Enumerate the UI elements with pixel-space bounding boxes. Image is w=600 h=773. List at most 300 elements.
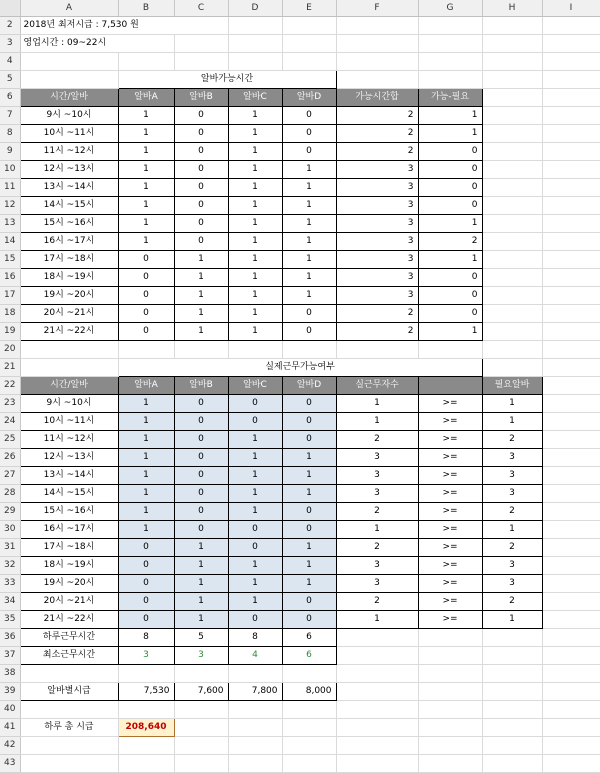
total-wage-value[interactable]: 208,640 [118, 719, 174, 737]
empty-cell[interactable] [482, 35, 542, 53]
availability-b[interactable]: 0 [174, 215, 228, 233]
time-slot-label[interactable]: 19시 ~20시 [20, 575, 118, 593]
empty-cell[interactable] [418, 17, 482, 35]
actual-worker-count[interactable]: 3 [336, 485, 418, 503]
empty-cell[interactable] [542, 89, 600, 107]
availability-b[interactable]: 1 [174, 305, 228, 323]
actual-worker-count[interactable]: 1 [336, 395, 418, 413]
row-header[interactable]: 3 [0, 35, 20, 53]
constraint-operator[interactable]: >= [418, 557, 482, 575]
availability-d[interactable]: 1 [282, 179, 336, 197]
needed-workers[interactable]: 2 [482, 431, 542, 449]
empty-cell[interactable] [482, 53, 542, 71]
empty-cell[interactable] [542, 215, 600, 233]
work-input-d[interactable]: 0 [282, 521, 336, 539]
column-header-d[interactable]: D [228, 0, 282, 17]
available-minus-needed[interactable]: 0 [418, 269, 482, 287]
needed-workers[interactable]: 2 [482, 593, 542, 611]
row-header[interactable]: 43 [0, 755, 20, 773]
section2-header[interactable]: 알바B [174, 377, 228, 395]
operator-header[interactable] [418, 377, 482, 395]
needed-workers[interactable]: 3 [482, 557, 542, 575]
work-input-b[interactable]: 0 [174, 503, 228, 521]
row-header[interactable]: 23 [0, 395, 20, 413]
empty-cell[interactable] [174, 755, 228, 773]
empty-cell[interactable] [118, 341, 174, 359]
work-input-c[interactable]: 1 [228, 575, 282, 593]
section1-header[interactable]: 알바D [282, 89, 336, 107]
row-header[interactable]: 24 [0, 413, 20, 431]
row-header[interactable]: 31 [0, 539, 20, 557]
available-sum[interactable]: 2 [336, 107, 418, 125]
empty-cell[interactable] [418, 683, 482, 701]
row-header[interactable]: 6 [0, 89, 20, 107]
empty-cell[interactable] [20, 701, 118, 719]
section1-header[interactable]: 시간/알바 [20, 89, 118, 107]
column-header-f[interactable]: F [336, 0, 418, 17]
row-header[interactable]: 28 [0, 485, 20, 503]
availability-c[interactable]: 1 [228, 215, 282, 233]
actual-worker-count[interactable]: 2 [336, 431, 418, 449]
empty-cell[interactable] [20, 755, 118, 773]
daily-hours-value[interactable]: 6 [282, 629, 336, 647]
availability-d[interactable]: 0 [282, 305, 336, 323]
column-header-a[interactable]: A [20, 0, 118, 17]
work-input-c[interactable]: 1 [228, 467, 282, 485]
work-input-d[interactable]: 0 [282, 395, 336, 413]
empty-cell[interactable] [482, 665, 542, 683]
work-input-a[interactable]: 1 [118, 485, 174, 503]
work-input-c[interactable]: 1 [228, 431, 282, 449]
availability-c[interactable]: 1 [228, 233, 282, 251]
empty-cell[interactable] [542, 395, 600, 413]
time-slot-label[interactable]: 14시 ~15시 [20, 485, 118, 503]
time-slot-label[interactable]: 11시 ~12시 [20, 143, 118, 161]
time-slot-label[interactable]: 15시 ~16시 [20, 503, 118, 521]
work-input-d[interactable]: 1 [282, 449, 336, 467]
empty-cell[interactable] [542, 413, 600, 431]
empty-cell[interactable] [418, 647, 482, 665]
time-slot-label[interactable]: 16시 ~17시 [20, 521, 118, 539]
availability-b[interactable]: 0 [174, 179, 228, 197]
empty-cell[interactable] [542, 629, 600, 647]
work-input-a[interactable]: 1 [118, 413, 174, 431]
empty-cell[interactable] [282, 665, 336, 683]
time-slot-label[interactable]: 10시 ~11시 [20, 413, 118, 431]
availability-a[interactable]: 1 [118, 179, 174, 197]
availability-c[interactable]: 1 [228, 143, 282, 161]
empty-cell[interactable] [542, 575, 600, 593]
availability-b[interactable]: 1 [174, 287, 228, 305]
availability-d[interactable]: 1 [282, 233, 336, 251]
row-header[interactable]: 11 [0, 179, 20, 197]
empty-cell[interactable] [336, 665, 418, 683]
empty-cell[interactable] [482, 233, 542, 251]
time-slot-label[interactable]: 13시 ~14시 [20, 179, 118, 197]
work-input-d[interactable]: 1 [282, 575, 336, 593]
availability-c[interactable]: 1 [228, 179, 282, 197]
row-header[interactable]: 18 [0, 305, 20, 323]
row-header[interactable]: 15 [0, 251, 20, 269]
row-header[interactable]: 25 [0, 431, 20, 449]
row-header[interactable]: 20 [0, 341, 20, 359]
empty-cell[interactable] [542, 179, 600, 197]
empty-cell[interactable] [20, 737, 118, 755]
hourly-wage-value[interactable]: 7,800 [228, 683, 282, 701]
section1-title[interactable]: 알바가능시간 [118, 71, 336, 89]
column-header-b[interactable]: B [118, 0, 174, 17]
total-wage-label[interactable]: 하루 총 시급 [20, 719, 118, 737]
needed-workers[interactable]: 1 [482, 521, 542, 539]
availability-b[interactable]: 0 [174, 161, 228, 179]
constraint-operator[interactable]: >= [418, 449, 482, 467]
empty-cell[interactable] [542, 323, 600, 341]
row-header[interactable]: 33 [0, 575, 20, 593]
empty-cell[interactable] [482, 287, 542, 305]
availability-b[interactable]: 1 [174, 251, 228, 269]
row-header[interactable]: 40 [0, 701, 20, 719]
work-input-d[interactable]: 0 [282, 431, 336, 449]
empty-cell[interactable] [542, 449, 600, 467]
empty-cell[interactable] [228, 665, 282, 683]
work-input-d[interactable]: 1 [282, 539, 336, 557]
time-slot-label[interactable]: 15시 ~16시 [20, 215, 118, 233]
empty-cell[interactable] [542, 737, 600, 755]
available-minus-needed[interactable]: 1 [418, 251, 482, 269]
row-header[interactable]: 29 [0, 503, 20, 521]
available-minus-needed[interactable]: 1 [418, 107, 482, 125]
row-header[interactable]: 36 [0, 629, 20, 647]
time-slot-label[interactable]: 13시 ~14시 [20, 467, 118, 485]
constraint-operator[interactable]: >= [418, 539, 482, 557]
available-sum[interactable]: 3 [336, 233, 418, 251]
empty-cell[interactable] [228, 701, 282, 719]
empty-cell[interactable] [174, 53, 228, 71]
availability-c[interactable]: 1 [228, 107, 282, 125]
empty-cell[interactable] [482, 71, 542, 89]
empty-cell[interactable] [482, 251, 542, 269]
work-input-a[interactable]: 0 [118, 539, 174, 557]
constraint-operator[interactable]: >= [418, 395, 482, 413]
empty-cell[interactable] [418, 71, 482, 89]
availability-d[interactable]: 1 [282, 269, 336, 287]
section1-header[interactable]: 알바B [174, 89, 228, 107]
empty-cell[interactable] [20, 341, 118, 359]
empty-cell[interactable] [482, 629, 542, 647]
actual-worker-count[interactable]: 1 [336, 413, 418, 431]
actual-worker-count[interactable]: 3 [336, 467, 418, 485]
row-header[interactable]: 19 [0, 323, 20, 341]
work-input-d[interactable]: 0 [282, 611, 336, 629]
row-header[interactable]: 2 [0, 17, 20, 35]
section1-header[interactable]: 가능시간합 [336, 89, 418, 107]
empty-cell[interactable] [542, 503, 600, 521]
empty-cell[interactable] [336, 737, 418, 755]
actual-worker-count[interactable]: 1 [336, 611, 418, 629]
empty-cell[interactable] [418, 665, 482, 683]
availability-c[interactable]: 1 [228, 197, 282, 215]
empty-cell[interactable] [542, 233, 600, 251]
empty-cell[interactable] [542, 161, 600, 179]
work-input-d[interactable]: 0 [282, 413, 336, 431]
time-slot-label[interactable]: 12시 ~13시 [20, 161, 118, 179]
empty-cell[interactable] [282, 341, 336, 359]
available-minus-needed[interactable]: 0 [418, 143, 482, 161]
actual-worker-count[interactable]: 3 [336, 449, 418, 467]
work-input-c[interactable]: 0 [228, 611, 282, 629]
empty-cell[interactable] [174, 341, 228, 359]
section2-header[interactable]: 시간/알바 [20, 377, 118, 395]
empty-cell[interactable] [542, 521, 600, 539]
empty-cell[interactable] [228, 755, 282, 773]
availability-c[interactable]: 1 [228, 251, 282, 269]
empty-cell[interactable] [20, 359, 118, 377]
work-input-d[interactable]: 0 [282, 503, 336, 521]
available-minus-needed[interactable]: 1 [418, 215, 482, 233]
availability-d[interactable]: 1 [282, 251, 336, 269]
work-input-b[interactable]: 0 [174, 395, 228, 413]
row-header[interactable]: 39 [0, 683, 20, 701]
empty-cell[interactable] [418, 701, 482, 719]
availability-d[interactable]: 1 [282, 197, 336, 215]
row-header[interactable]: 14 [0, 233, 20, 251]
select-all-corner[interactable] [0, 0, 20, 17]
empty-cell[interactable] [282, 35, 336, 53]
work-input-a[interactable]: 1 [118, 449, 174, 467]
available-minus-needed[interactable]: 0 [418, 161, 482, 179]
work-input-b[interactable]: 0 [174, 431, 228, 449]
availability-a[interactable]: 1 [118, 233, 174, 251]
availability-a[interactable]: 0 [118, 305, 174, 323]
work-input-c[interactable]: 0 [228, 395, 282, 413]
empty-cell[interactable] [542, 755, 600, 773]
empty-cell[interactable] [542, 485, 600, 503]
empty-cell[interactable] [542, 593, 600, 611]
needed-workers[interactable]: 1 [482, 395, 542, 413]
empty-cell[interactable] [174, 719, 228, 737]
empty-cell[interactable] [174, 35, 228, 53]
work-input-a[interactable]: 0 [118, 611, 174, 629]
empty-cell[interactable] [228, 737, 282, 755]
empty-cell[interactable] [482, 719, 542, 737]
constraint-operator[interactable]: >= [418, 503, 482, 521]
section2-header[interactable]: 실근무자수 [336, 377, 418, 395]
availability-c[interactable]: 1 [228, 287, 282, 305]
constraint-operator[interactable]: >= [418, 575, 482, 593]
available-minus-needed[interactable]: 0 [418, 197, 482, 215]
empty-cell[interactable] [282, 701, 336, 719]
availability-a[interactable]: 0 [118, 269, 174, 287]
empty-cell[interactable] [482, 755, 542, 773]
work-input-a[interactable]: 1 [118, 521, 174, 539]
availability-d[interactable]: 1 [282, 287, 336, 305]
empty-cell[interactable] [174, 665, 228, 683]
work-input-a[interactable]: 0 [118, 593, 174, 611]
work-input-c[interactable]: 1 [228, 593, 282, 611]
constraint-operator[interactable]: >= [418, 521, 482, 539]
work-input-c[interactable]: 1 [228, 557, 282, 575]
time-slot-label[interactable]: 12시 ~13시 [20, 449, 118, 467]
daily-hours-label[interactable]: 하루근무시간 [20, 629, 118, 647]
empty-cell[interactable] [228, 17, 282, 35]
time-slot-label[interactable]: 14시 ~15시 [20, 197, 118, 215]
work-input-d[interactable]: 0 [282, 593, 336, 611]
empty-cell[interactable] [542, 557, 600, 575]
empty-cell[interactable] [228, 719, 282, 737]
work-input-a[interactable]: 1 [118, 503, 174, 521]
empty-cell[interactable] [482, 359, 542, 377]
availability-a[interactable]: 0 [118, 251, 174, 269]
empty-cell[interactable] [336, 17, 418, 35]
availability-c[interactable]: 1 [228, 323, 282, 341]
empty-cell[interactable] [542, 359, 600, 377]
daily-hours-value[interactable]: 5 [174, 629, 228, 647]
empty-cell[interactable] [418, 35, 482, 53]
availability-c[interactable]: 1 [228, 305, 282, 323]
empty-cell[interactable] [542, 683, 600, 701]
column-header-i[interactable]: I [542, 0, 600, 17]
row-header[interactable]: 32 [0, 557, 20, 575]
work-input-c[interactable]: 1 [228, 485, 282, 503]
empty-cell[interactable] [282, 719, 336, 737]
empty-cell[interactable] [118, 701, 174, 719]
work-input-d[interactable]: 1 [282, 557, 336, 575]
available-minus-needed[interactable]: 0 [418, 179, 482, 197]
empty-cell[interactable] [482, 647, 542, 665]
empty-cell[interactable] [336, 755, 418, 773]
row-header[interactable]: 34 [0, 593, 20, 611]
empty-cell[interactable] [228, 35, 282, 53]
empty-cell[interactable] [542, 665, 600, 683]
work-input-b[interactable]: 1 [174, 539, 228, 557]
time-slot-label[interactable]: 21시 ~22시 [20, 611, 118, 629]
needed-workers[interactable]: 2 [482, 503, 542, 521]
work-input-b[interactable]: 1 [174, 611, 228, 629]
empty-cell[interactable] [482, 179, 542, 197]
work-input-b[interactable]: 1 [174, 575, 228, 593]
work-input-d[interactable]: 1 [282, 467, 336, 485]
time-slot-label[interactable]: 20시 ~21시 [20, 593, 118, 611]
empty-cell[interactable] [174, 737, 228, 755]
availability-d[interactable]: 1 [282, 215, 336, 233]
empty-cell[interactable] [482, 125, 542, 143]
column-header-g[interactable]: G [418, 0, 482, 17]
section2-title[interactable]: 실제근무가능여부 [118, 359, 482, 377]
empty-cell[interactable] [20, 53, 118, 71]
constraint-operator[interactable]: >= [418, 467, 482, 485]
time-slot-label[interactable]: 9시 ~10시 [20, 395, 118, 413]
hourly-wage-value[interactable]: 8,000 [282, 683, 336, 701]
work-input-c[interactable]: 0 [228, 539, 282, 557]
work-input-a[interactable]: 1 [118, 431, 174, 449]
available-sum[interactable]: 2 [336, 323, 418, 341]
work-input-b[interactable]: 0 [174, 521, 228, 539]
available-sum[interactable]: 3 [336, 251, 418, 269]
empty-cell[interactable] [418, 719, 482, 737]
empty-cell[interactable] [482, 197, 542, 215]
column-header-h[interactable]: H [482, 0, 542, 17]
empty-cell[interactable] [282, 737, 336, 755]
availability-b[interactable]: 1 [174, 269, 228, 287]
empty-cell[interactable] [542, 17, 600, 35]
work-input-a[interactable]: 0 [118, 575, 174, 593]
availability-b[interactable]: 0 [174, 143, 228, 161]
empty-cell[interactable] [174, 701, 228, 719]
empty-cell[interactable] [336, 701, 418, 719]
empty-cell[interactable] [418, 53, 482, 71]
work-input-d[interactable]: 1 [282, 485, 336, 503]
available-sum[interactable]: 3 [336, 179, 418, 197]
empty-cell[interactable] [542, 107, 600, 125]
empty-cell[interactable] [542, 251, 600, 269]
time-slot-label[interactable]: 16시 ~17시 [20, 233, 118, 251]
availability-d[interactable]: 0 [282, 323, 336, 341]
availability-b[interactable]: 0 [174, 125, 228, 143]
time-slot-label[interactable]: 17시 ~18시 [20, 539, 118, 557]
empty-cell[interactable] [482, 89, 542, 107]
time-slot-label[interactable]: 21시 ~22시 [20, 323, 118, 341]
empty-cell[interactable] [336, 53, 418, 71]
empty-cell[interactable] [542, 539, 600, 557]
empty-cell[interactable] [482, 215, 542, 233]
needed-workers[interactable]: 1 [482, 413, 542, 431]
row-header[interactable]: 41 [0, 719, 20, 737]
available-sum[interactable]: 3 [336, 215, 418, 233]
time-slot-label[interactable]: 9시 ~10시 [20, 107, 118, 125]
available-minus-needed[interactable]: 2 [418, 233, 482, 251]
empty-cell[interactable] [482, 161, 542, 179]
time-slot-label[interactable]: 20시 ~21시 [20, 305, 118, 323]
time-slot-label[interactable]: 19시 ~20시 [20, 287, 118, 305]
actual-worker-count[interactable]: 2 [336, 593, 418, 611]
row-header[interactable]: 5 [0, 71, 20, 89]
row-header[interactable]: 22 [0, 377, 20, 395]
row-header[interactable]: 8 [0, 125, 20, 143]
section1-header[interactable]: 가능-필요 [418, 89, 482, 107]
row-header[interactable]: 37 [0, 647, 20, 665]
section1-header[interactable]: 알바C [228, 89, 282, 107]
work-input-c[interactable]: 0 [228, 413, 282, 431]
availability-a[interactable]: 1 [118, 125, 174, 143]
availability-d[interactable]: 0 [282, 107, 336, 125]
empty-cell[interactable] [228, 341, 282, 359]
empty-cell[interactable] [482, 737, 542, 755]
min-hours-label[interactable]: 최소근무시간 [20, 647, 118, 665]
empty-cell[interactable] [482, 107, 542, 125]
row-header[interactable]: 4 [0, 53, 20, 71]
row-header[interactable]: 7 [0, 107, 20, 125]
availability-b[interactable]: 0 [174, 197, 228, 215]
empty-cell[interactable] [542, 467, 600, 485]
available-sum[interactable]: 2 [336, 125, 418, 143]
availability-c[interactable]: 1 [228, 269, 282, 287]
section2-header[interactable]: 필요알바 [482, 377, 542, 395]
actual-worker-count[interactable]: 1 [336, 521, 418, 539]
empty-cell[interactable] [542, 143, 600, 161]
available-sum[interactable]: 3 [336, 197, 418, 215]
availability-c[interactable]: 1 [228, 161, 282, 179]
available-sum[interactable]: 3 [336, 269, 418, 287]
section2-header[interactable]: 알바C [228, 377, 282, 395]
empty-cell[interactable] [336, 629, 418, 647]
availability-d[interactable]: 0 [282, 125, 336, 143]
availability-a[interactable]: 1 [118, 197, 174, 215]
available-minus-needed[interactable]: 1 [418, 125, 482, 143]
empty-cell[interactable] [20, 665, 118, 683]
availability-b[interactable]: 0 [174, 233, 228, 251]
row-header[interactable]: 21 [0, 359, 20, 377]
availability-a[interactable]: 1 [118, 107, 174, 125]
